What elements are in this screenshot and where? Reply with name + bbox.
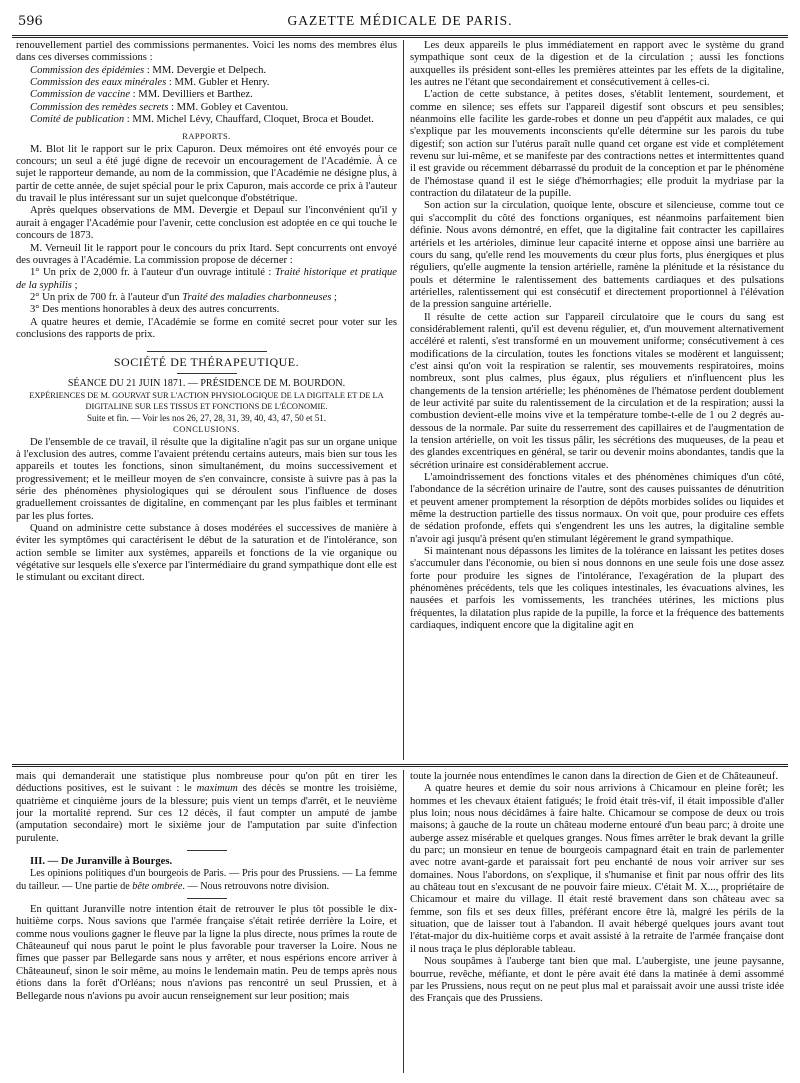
chapter-summary bbox=[16, 868, 397, 893]
right-column bbox=[410, 40, 784, 756]
commission-members: : MM. Devergie et Delpech. bbox=[144, 64, 267, 76]
commission-members: : MM. Gobley et Caventou. bbox=[168, 101, 289, 113]
commission-label: Commission des épidémies bbox=[30, 64, 145, 76]
seance-line: SÉANCE DU 21 JUIN 1871. — PRÉSIDENCE DE M. BOURDON. bbox=[67, 377, 346, 389]
emphasis: maximum bbox=[196, 783, 238, 795]
feuilleton-paragraph bbox=[16, 771, 397, 845]
section-divider bbox=[187, 850, 227, 851]
body-paragraph: Les deux appareils le plus immédiatement en rapport avec le système du grand sympathique sont ceux de la digestion et de la circulation ; aussi les fonctions auxquelles ils président sont-elles les premières atteintes par les effets de la digitaline, les autres ne l'étant que secondairement et consécutivement à celles-ci. bbox=[410, 40, 784, 89]
section-divider bbox=[187, 898, 227, 899]
feuilleton-paragraph: A quatre heures et demie du soir nous arrivions à Chicamour en pleine forêt; les hommes et les chevaux étaient fatigués; le froid était très-vif, il était impossible d'aller plus loin; nous nous décidâmes à faire halte. Chicamour se compose de deux ou trois maisons; à gauche de la route un château moderne entouré d'un beau parc; à droite une auberge assez misérable et quelques granges. Nous fîmes arrêter le brak devant la grille du parc; un monsieur en tenue de bourgeois campagnard était en train de parlementer avec notre avant-garde et paraissait fort peu enchanté de nous voir arriver sur ses domaines. Nous l'abordons, on s'explique, il s'humanise et finit par nous offrir des lits au château tout en s'excusant de ne pouvoir faire mieux. C'était M. X..., propriétaire de Chicamour et maire du village. Il était resté bravement dans son château avec sa femme, son fils et ses deux filles, préférant encore être là, malgré les périls de la situation, que de laisser tout à l'abandon. Il avait hébergé quelques jours avant tout l'état-major du dix-huitième corps et avait assisté à la retraite de l'armée française dont il nous traça le plus déplorable tableau. bbox=[410, 783, 784, 955]
feuilleton-right-column bbox=[410, 771, 784, 1073]
column-divider bbox=[403, 770, 404, 1073]
commission-members: : MM. Michel Lévy, Chauffard, Cloquet, Broca et Boudet. bbox=[124, 114, 374, 126]
prize-text: ; bbox=[71, 279, 78, 291]
body-paragraph: Son action sur la circulation, quoique lente, obscure et silencieuse, comme tout ce qui s'accomplit du côté des fonctions organiques, est néanmoins parfaitement bien définie. Nous avons démontré, en effet, que la digitaline fait contracter les capillaires artériels et les artérioles, diminue leur capacité interne et oppose ainsi une barrière au cours du sang, qu'elle rend les mouvements du cœur plus forts, plus énergiques et plus réguliers, qu'elle augmente la tension artérielle, ramène la plénitude et la résistance du pouls et détermine le ralentissement des battements cardiaques et des pulsations artérielles, ralentissement qui est consécutif et directement proportionnel à l'élévation de la pression sanguine artérielle. bbox=[410, 200, 784, 311]
prize-text: 2° Un prix de 700 fr. à l'auteur d'un bbox=[30, 291, 183, 303]
body-paragraph: L'action de cette substance, à petites doses, s'établit lentement, sourdement, et comme en silence; ses effets sur l'appareil digestif sont obscurs et peu sensibles; néanmoins elle facilite les garde-robes et donne un peu d'appétit aux malades, ce qui s'explique par les mouvements inconscients qu'elle détermine sur les parois du tube digestif; son action sur l'utérus paraît nulle quand cet organe est vide et complétement revenu sur lui-même, et se manifeste par des contractions nettes et intermittentes quand il est gravide ou récemment débarrassé du produit de la conception et par le phénomène de l'hémostase quand il est le siége d'hémorrhagies; elle produit la mydriase par la contraction du dilatateur de la pupille. bbox=[410, 89, 784, 200]
blot-paragraph: M. Blot lit le rapport sur le prix Capuron. Deux mémoires ont été envoyés pour ce concours; un seul a été jugé digne de recevoir un encouragement de l'Académie. À ce sujet le rapporteur demande, au nom de la commission, que l'Académie ne désigne plus, à partir de cette année, de sujet spécial pour le prix Capuron, mais accorde ce prix à l'auteur du travail le plus intéressant sur un sujet quelconque d'obstétrique. bbox=[16, 143, 397, 205]
rapports-heading: RAPPORTS. bbox=[182, 132, 231, 142]
header-rule bbox=[12, 35, 788, 36]
section-divider bbox=[147, 351, 267, 352]
body-paragraph: Il résulte de cette action sur l'appareil circulatoire que le cours du sang est considérablement ralenti, qu'il est devenu régulier, et, d'un mouvement alternativement accéléré et ralenti, s'est transformé en un mouvement uniforme; consécutivement à ces modifications de la circulation, toutes les fonctions vitales se modèrent et languissent; c'est ainsi qu'on voit la respiration se ralentir, ses mouvements respiratoires, moins nombreux, sont plus calmes, plus égaux, plus réguliers et n'influencent plus les changements de la tension artérielle; les phénomènes de l'hématose perdent doublement de leur activité par suite du ralentissement de la circulation et de la respiration; aussi la combustion devient-elle moins vive et la température tombe-t-elle de 1 ou 2 degrés au-dessous de la normale. Par suite du resserrement des capillaires et de l'augmentation de la tension artérielle, on voit les tissus pâlir, les sécrétions des muqueuses, de la peau et des glandes excentriques en général, se tarir ou devenir moins abondantes, tandis que la sécrétion urinaire est considérablement accrue. bbox=[410, 311, 784, 471]
body-paragraph: L'amoindrissement des fonctions vitales et des phénomènes chimiques d'un côté, l'abondance de la sécrétion urinaire de l'autre, sont des causes puissantes de dénutrition et peuvent amener promptement la résorption de dépôts morbides solides ou liquides et même la destruction partielle des tissus normaux. On voit que, pour produire ces effets de sédation profonde, effets qui s'engendrent les uns les autres, la digitaline semble n'avoir agi jusqu'à présent qu'en stimulant légèrement le grand sympathique. bbox=[410, 472, 784, 545]
prize-item bbox=[16, 292, 397, 304]
feuilleton-paragraph: Nous soupâmes à l'auberge tant bien que mal. L'aubergiste, une jeune paysanne, bourrue, revêche, méfiante, et dont le père avait été dans la matinée à demi assommé par les Prussiens, nous reçut on ne peut plus mal et paraissait avoir une aussi triste idée des Français que des Prussiens. bbox=[410, 956, 784, 1005]
conclusion-paragraph: Quand on administre cette substance à doses modérées el successives de manière à éviter les symptômes qui caractérisent le début de la saturation et de l'intolérance, son action semble se limiter aux systèmes, appareils et fonctions de la vie organique ou végétative sur lesquels elle s'exerce par l'intermédiaire du grand sympathique dont elle est le stimulant ou excitant direct. bbox=[16, 523, 397, 584]
prize-item bbox=[16, 267, 397, 292]
prize-text: ; bbox=[331, 291, 337, 303]
feuilleton-paragraph: toute la journée nous entendîmes le canon dans la direction de Gien et de Châteauneuf. bbox=[410, 771, 779, 782]
feuilleton-text: mais qui demanderait une statistique plus nombreuse pour qu'on pût en tirer les déductions positives, est le suivant : le bbox=[16, 771, 397, 795]
page-number: 596 bbox=[18, 14, 43, 29]
summary-text: Les opinions politiques d'un bourgeois de Paris. — Pris pour des Prussiens. — La femme du tailleur. — Une partie de bbox=[16, 868, 397, 892]
conclusion-paragraph: De l'ensemble de ce travail, il résulte que la digitaline n'agit pas sur un organe unique à l'exclusion des autres, comme l'avaient prétendu certains auteurs, mais bien sur tous les appareils et toutes les fonctions, sinon simultanément, du moins successivement et progressivement; et le meilleur moyen de s'en convaincre, consiste à suivre pas à pas la série des phénomènes physiologiques qui se déroulent sous l'influence de doses graduellement croissantes de digitaline, en commençant par les plus faibles et terminant par les plus fortes. bbox=[16, 436, 397, 522]
verneuil-paragraph: M. Verneuil lit le rapport pour le concours du prix Itard. Sept concurrents ont envoyé des ouvrages à l'Académie. La commission propose de décerner : bbox=[16, 242, 397, 266]
prize-item: 3° Des mentions honorables à deux des autres concurrents. bbox=[30, 304, 280, 316]
commission-line bbox=[16, 65, 397, 77]
commission-label: Commission des eaux minérales bbox=[30, 77, 167, 89]
left-column bbox=[16, 40, 397, 756]
feuilleton-text: des décès se montre les troisième, quatrième et cinquième jours de la blessure; puis vient un temps d'arrêt, et le neuvième jour la mortalité reprend. Sur ces 12 décès, il faut compter un amputé de jambe (amputation secondaire) mort le sixième jour de l'amputation par suite d'infection purulente. bbox=[16, 783, 397, 844]
society-title: SOCIÉTÉ DE THÉRAPEUTIQUE. bbox=[113, 355, 300, 370]
header-rule-2 bbox=[12, 37, 788, 38]
commission-members: : MM. Devilliers et Barthez. bbox=[130, 89, 253, 101]
page-header bbox=[12, 8, 788, 34]
feuilleton-left-column bbox=[16, 771, 397, 1073]
journal-title: GAZETTE MÉDICALE DE PARIS. bbox=[287, 13, 513, 28]
feuilleton-rule bbox=[12, 764, 788, 765]
intro-paragraph: renouvellement partiel des commissions permanentes. Voici les noms des membres élus dans ces diverses commissions : bbox=[16, 40, 397, 64]
newspaper-page bbox=[12, 8, 788, 1075]
prize-text: 1° Un prix de 2,000 fr. à l'auteur d'un ouvrage intitulé : bbox=[30, 267, 275, 279]
prize-book-title: Traité des maladies charbonneuses bbox=[182, 291, 332, 303]
section-divider bbox=[177, 373, 237, 374]
commission-members: : MM. Gubler et Henry. bbox=[166, 77, 270, 89]
commission-label: Comité de publication bbox=[30, 114, 125, 126]
summary-text: . — Nous retrouvons notre division. bbox=[182, 880, 330, 892]
apres-paragraph: Après quelques observations de MM. Devergie et Depaul sur l'inconvénient qu'il y aurait à engager l'Académie pour l'avenir, cette conclusion est adoptée en ce qui touche le concours de 1873. bbox=[16, 205, 397, 242]
experiments-title: EXPÉRIENCES DE M. GOURVAT SUR L'ACTION PHYSIOLOGIQUE DE LA DIGITALE ET DE LA DIGITALINE SUR LES TISSUS ET FONCTIONS DE L'ÉCONOMIE. bbox=[29, 390, 384, 411]
quatre-heures-paragraph: A quatre heures et demie, l'Académie se forme en comité secret pour voter sur les conclusions des rapports de prix. bbox=[16, 316, 397, 340]
body-paragraph: Si maintenant nous dépassons les limites de la tolérance en laissant les petites doses s'accumuler dans l'économie, ou bien si nous donnons en une seule fois une dose assez forte pour produire les signes de l'intolérance, l'exagération de la plupart des phénomènes précédents, tels que les coliques intestinales, les évacuations alvines, les nausées et parfois les vomissements, les tranchées utérines, les mictions plus fréquentes, la dilatation plus rapide de la pupille, la force et la fréquence des battements cardiaques, indiquent encore que la digitaline agit en bbox=[410, 546, 784, 632]
feuilleton-rule-2 bbox=[12, 766, 788, 767]
emphasis: bête ombrée bbox=[132, 880, 183, 892]
prize-book-title: Traité historique et pratique de la syphilis bbox=[16, 267, 397, 291]
column-divider bbox=[403, 40, 404, 760]
suite-note: Suite et fin. — Voir les nos 26, 27, 28, 31, 39, 40, 43, 47, 50 et 51. bbox=[87, 412, 326, 423]
commission-label: Commission des remèdes secrets bbox=[30, 101, 169, 113]
commission-line bbox=[16, 114, 397, 126]
chapter-heading: III. — De Juranville à Bourges. bbox=[30, 856, 173, 868]
commission-line bbox=[16, 89, 397, 101]
feuilleton-paragraph: En quittant Juranville notre intention était de retrouver le plus tôt possible le dix-huitième corps. Nous savions que l'armée française s'était retirée derrière la Loire, et comme nous voulions gagner le fleuve par la ligne la plus directe, nous prîmes la route de Châteauneuf qui nous parut le point le plus favorable pour traverser la Loire. Nous ne fîmes que passer par Bellegarde sans nous y arrêter, et nous espérions encore arriver à Châteauneuf, sinon le soir même, au moins le lendemain matin. Peu de temps après nous étions dans la forêt d'Orléans; nous n'avions pas rencontré un seul Prussien, et à Bellegarde nous n'avions pu avoir aucun renseignement sur leur position; mais bbox=[16, 904, 397, 1002]
commission-line bbox=[16, 102, 397, 114]
commission-line bbox=[16, 77, 397, 89]
conclusions-heading: CONCLUSIONS. bbox=[173, 425, 240, 435]
commission-label: Commission de vaccine bbox=[30, 89, 131, 101]
